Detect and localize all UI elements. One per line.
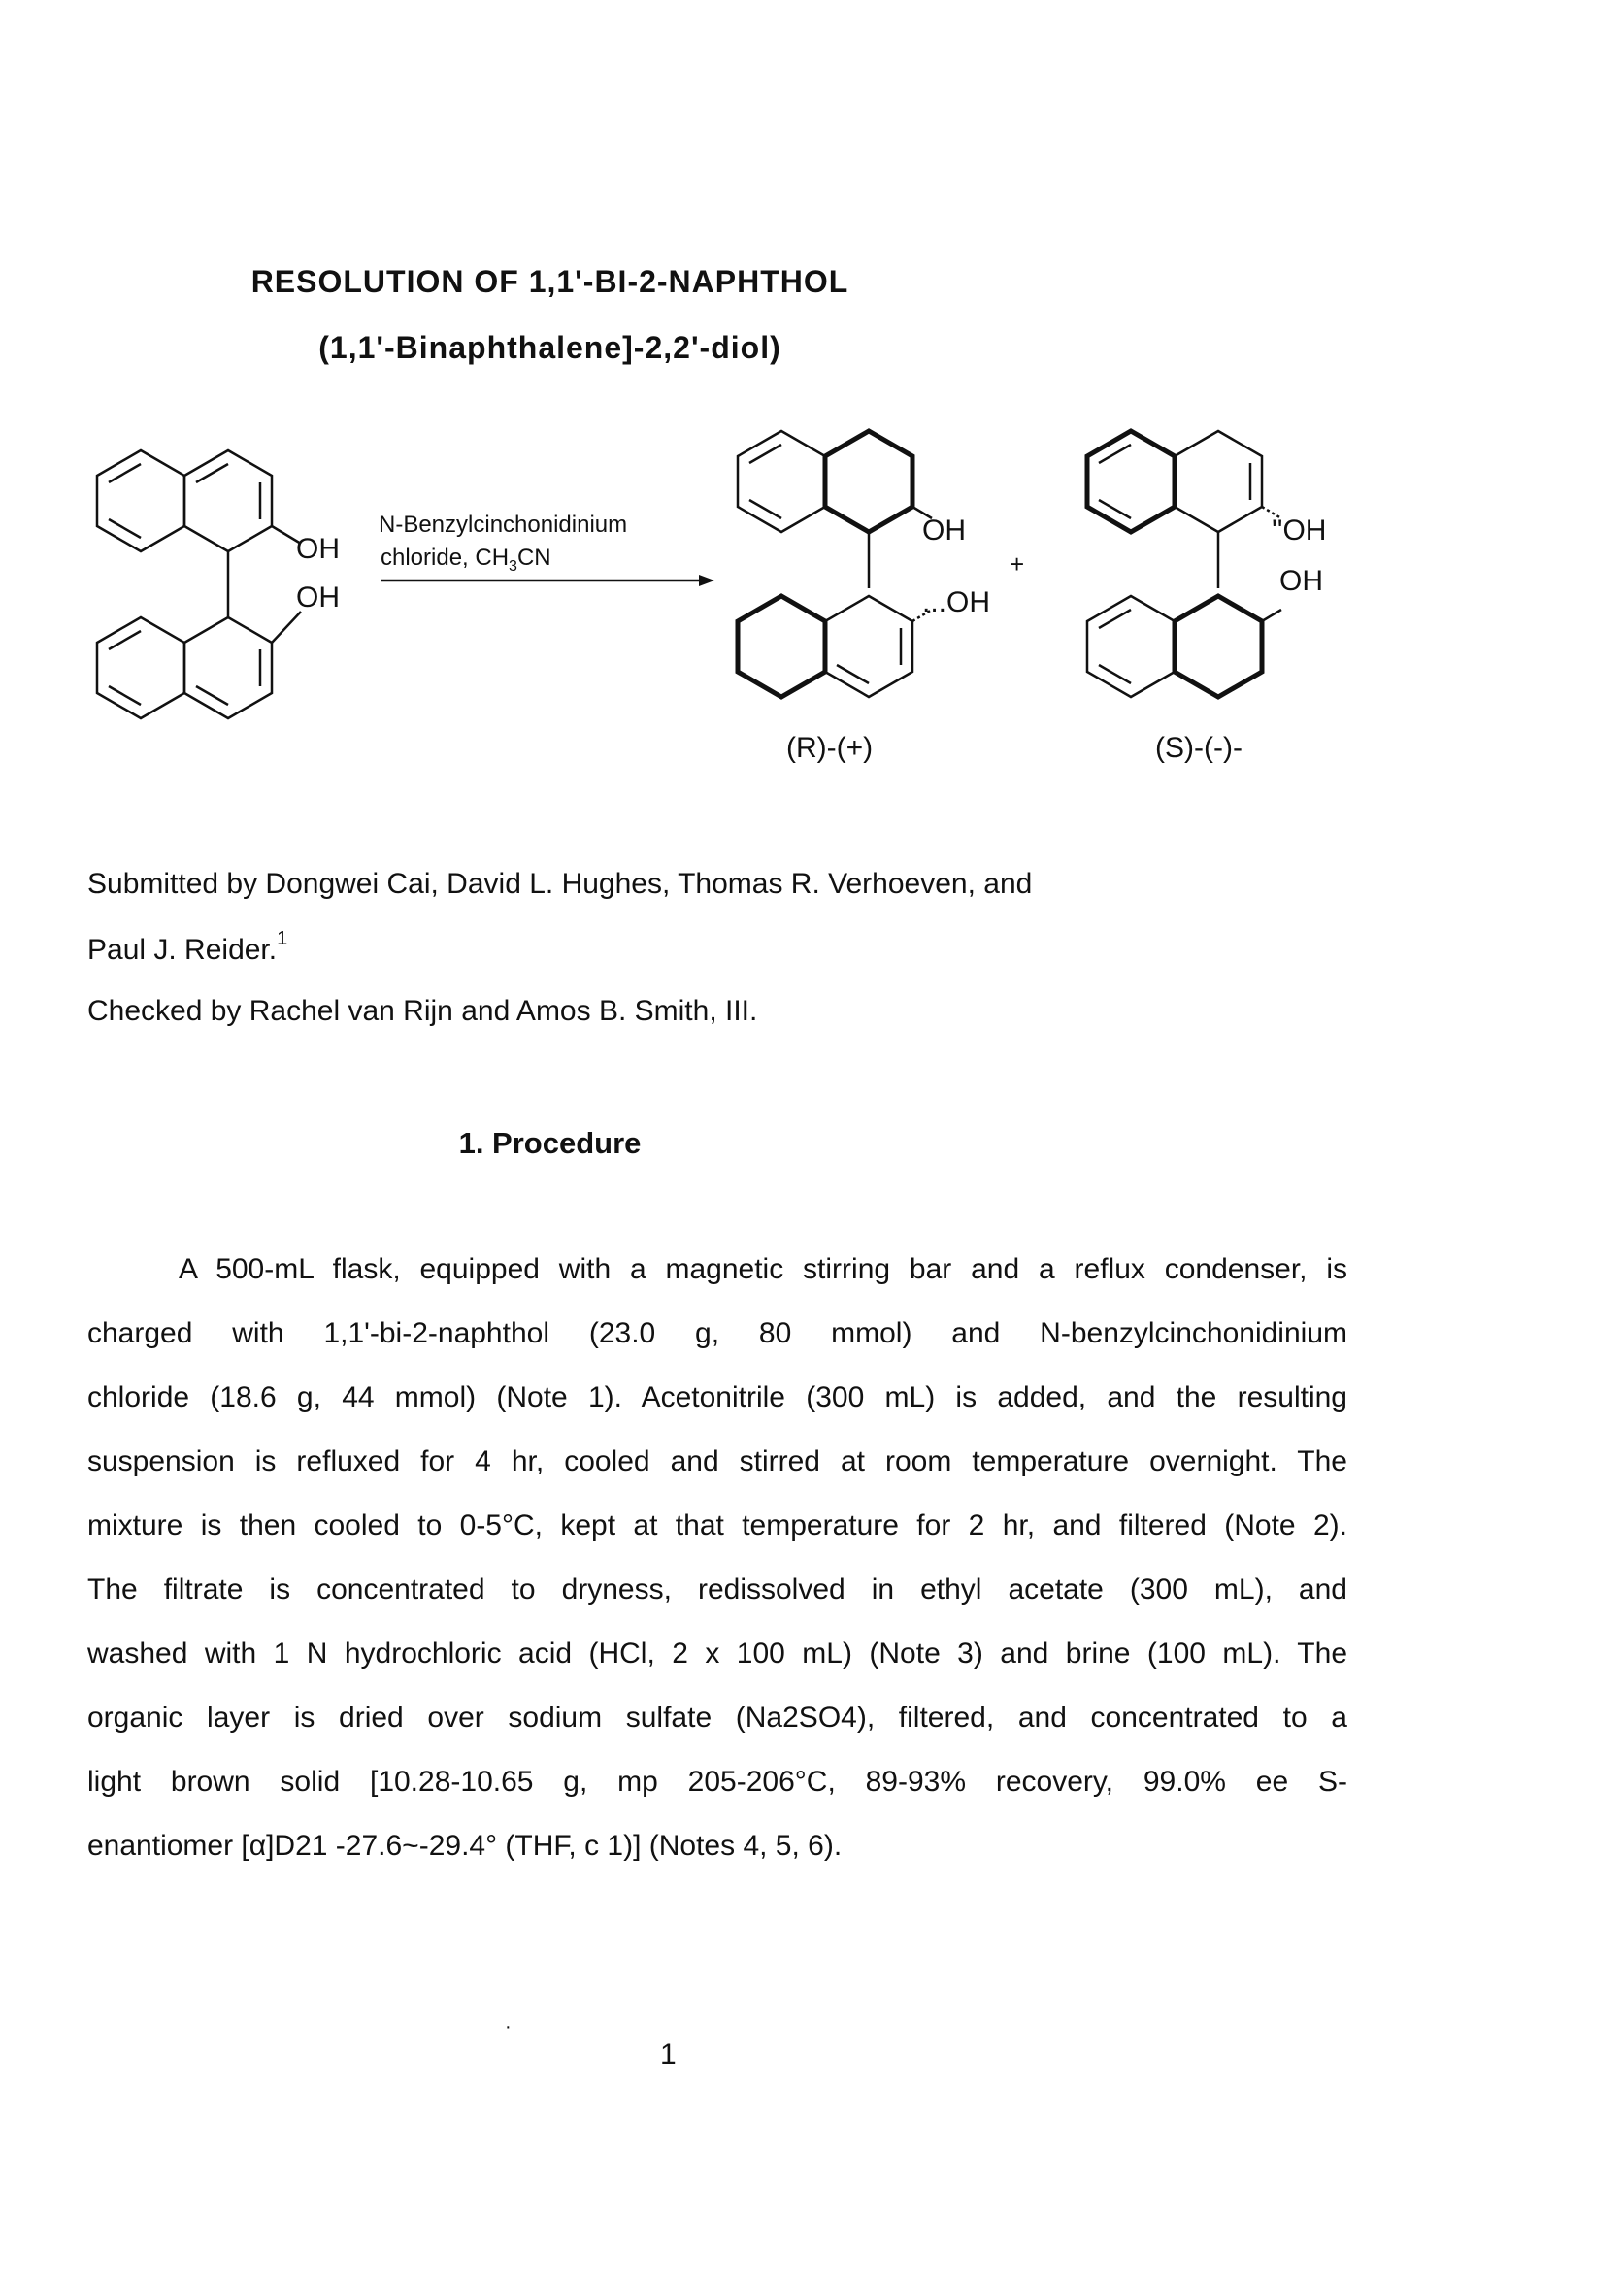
procedure-line: suspension is refluxed for 4 hr, cooled and stirred at room temperature overnight. The [87, 1445, 1347, 1477]
stray-mark: · [505, 2016, 512, 2038]
reaction-scheme [68, 417, 1378, 786]
procedure-line: light brown solid [10.28-10.65 g, mp 205-206°C, 89-93% recovery, 99.0% ee S- [87, 1766, 1347, 1798]
reaction-arrow-head [699, 575, 714, 586]
plus-sign: + [1010, 549, 1025, 579]
procedure-line: The filtrate is concentrated to dryness, redissolved in ethyl acetate (300 mL), and [87, 1574, 1347, 1606]
procedure-line: charged with 1,1'-bi-2-naphthol (23.0 g, 80 mmol) and N-benzylcinchonidinium [87, 1317, 1347, 1349]
procedure-paragraph [87, 1238, 1347, 1878]
footnote-mark: 1 [277, 928, 288, 949]
title-line-2: (1,1'-Binaphthalene]-2,2'-diol) [318, 330, 781, 365]
starting-material-structure [97, 450, 301, 718]
title-line-1: RESOLUTION OF 1,1'-BI-2-NAPHTHOL [250, 264, 849, 299]
procedure-line: A 500-mL flask, equipped with a magnetic stirring bar and a reflux condenser, is [179, 1253, 1347, 1285]
procedure-line: washed with 1 N hydrochloric acid (HCl, 2 x 100 mL) (Note 3) and brine (100 mL). The [87, 1638, 1347, 1670]
reagent-line-1: N-Benzylcinchonidinium [379, 512, 628, 538]
submitted-by: Submitted by Dongwei Cai, David L. Hughes, Thomas R. Verhoeven, and [87, 868, 1033, 900]
product-r-label: (R)-(+) [786, 732, 874, 764]
s-product-structure [1087, 431, 1281, 697]
r-oh-top: OH [922, 514, 966, 547]
procedure-line: chloride (18.6 g, 44 mmol) (Note 1). Acetonitrile (300 mL) is added, and the resulting [87, 1381, 1347, 1413]
checked-by: Checked by Rachel van Rijn and Amos B. Smith, III. [87, 995, 758, 1027]
r-oh-bottom: ...OH [922, 586, 991, 618]
product-s-label: (S)-(-)- [1155, 732, 1243, 764]
sm-oh-top: OH [296, 533, 340, 565]
section-heading-procedure: 1. Procedure [458, 1126, 642, 1160]
reaction-scheme-drawing [68, 417, 1378, 786]
page-number: 1 [660, 2038, 677, 2071]
s-oh-bottom: OH [1279, 565, 1323, 597]
reagent-line-2: chloride, $CH_3CN$ [381, 545, 551, 575]
submitted-by-cont: Paul J. Reider.$^1$ [87, 928, 288, 966]
sm-oh-bottom: OH [296, 581, 340, 613]
procedure-line: mixture is then cooled to 0-5°C, kept at that temperature for 2 hr, and filtered (Note 2). [87, 1509, 1347, 1541]
s-oh-top: ''OH [1272, 514, 1327, 547]
procedure-line: enantiomer [α]D21 -27.6~-29.4° (THF, c 1)] (Notes 4, 5, 6). [87, 1830, 843, 1862]
r-product-structure [738, 431, 932, 697]
procedure-line: organic layer is dried over sodium sulfate (Na2SO4), filtered, and concentrated to a [87, 1702, 1347, 1734]
